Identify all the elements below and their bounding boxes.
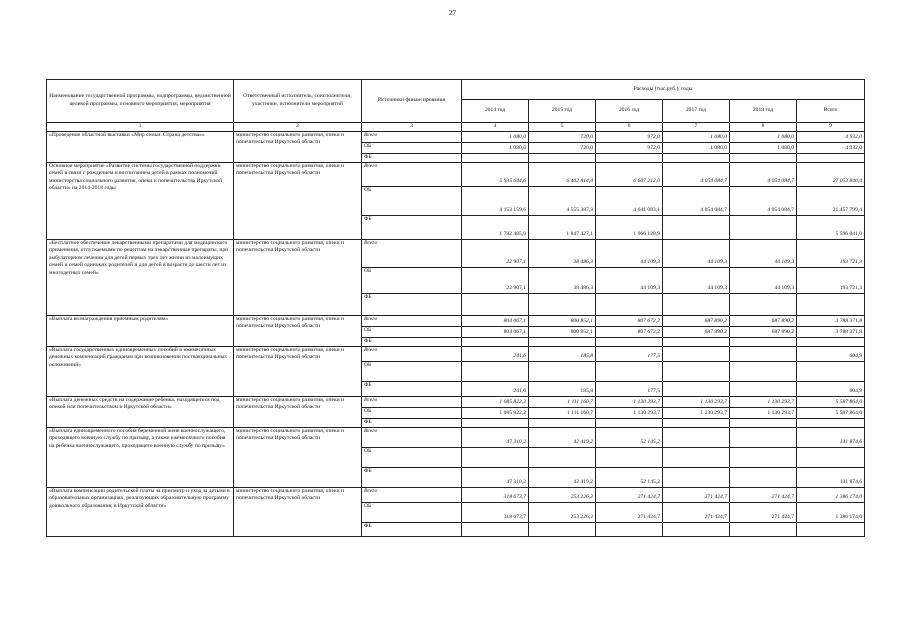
value-cell: [596, 337, 663, 346]
header-expenses: Расходы (тыс.руб.), годы: [462, 80, 865, 100]
source-label: Всего: [362, 162, 462, 186]
value-cell: 1 080,0: [730, 131, 797, 142]
value-cell: 1 782 485,0: [462, 215, 529, 239]
value-cell: 44 109,3: [663, 267, 730, 293]
value-cell: 241,6: [462, 346, 529, 361]
source-label: Всего: [362, 239, 462, 267]
page-number: 27: [449, 9, 456, 17]
value-cell: [596, 293, 663, 315]
value-cell: [730, 447, 797, 467]
table-row: [47, 315, 865, 326]
header-year: 2017 год: [663, 100, 730, 123]
row-executor: министерство социального развития, опеки и попечительства Иркутской области: [234, 162, 362, 239]
value-cell: 1 080,0: [663, 142, 730, 153]
table-body: [47, 131, 865, 536]
source-label: ОБ: [362, 142, 462, 153]
value-cell: [730, 427, 797, 447]
value-cell: 22 907,1: [462, 239, 529, 267]
value-cell: 185,8: [529, 346, 596, 361]
source-label: ОБ: [362, 326, 462, 337]
value-cell: 42 419,2: [529, 467, 596, 487]
row-name: «Выплата денежных средств на содержание ребенка, находящегося под опекой или попечительством в Иркутской области»: [47, 396, 234, 427]
value-cell: [663, 215, 730, 239]
value-cell: 1 966 128,9: [596, 215, 663, 239]
value-cell: 3 788 371,8: [797, 326, 865, 337]
source-label: ОБ: [362, 407, 462, 418]
value-cell: 1 130 293,7: [663, 396, 730, 407]
value-cell: 4 054 084,7: [663, 162, 730, 186]
value-cell: 318 673,7: [462, 487, 529, 502]
value-cell: [596, 522, 663, 536]
header-year: 2014 год: [462, 100, 529, 123]
value-cell: 271 424,7: [730, 502, 797, 522]
value-cell: 1 130 293,7: [663, 407, 730, 418]
value-cell: 604,9: [797, 346, 865, 361]
row-executor: министерство социального развития, опеки и попечительства Иркутской области: [234, 346, 362, 396]
value-cell: [797, 337, 865, 346]
source-label: Всего: [362, 487, 462, 502]
value-cell: 185,8: [529, 381, 596, 396]
row-name: «Выплата компенсации родительской платы за присмотр и уход за детьми в образовательных организациях, реализующих образовательную программу дошкольного образования, в Иркутской области»: [47, 487, 234, 536]
value-cell: [529, 361, 596, 381]
source-label: ФБ: [362, 215, 462, 239]
value-cell: 4 054 084,7: [730, 162, 797, 186]
value-cell: 5 587 864,0: [797, 396, 865, 407]
value-cell: [730, 153, 797, 162]
value-cell: 1 080,0: [730, 142, 797, 153]
source-label: ФБ: [362, 153, 462, 162]
value-cell: 804 067,1: [462, 315, 529, 326]
value-cell: 193 721,3: [797, 267, 865, 293]
table-row: [47, 487, 865, 502]
value-cell: 1 130 293,7: [730, 396, 797, 407]
value-cell: 52 145,2: [596, 427, 663, 447]
index-cell: 8: [730, 123, 797, 132]
value-cell: [797, 361, 865, 381]
value-cell: 6 402 814,4: [529, 162, 596, 186]
row-executor: министерство социального развития, опеки и попечительства Иркутской области: [234, 315, 362, 346]
index-cell: 3: [362, 123, 462, 132]
source-label: Всего: [362, 427, 462, 447]
value-cell: 271 424,7: [596, 502, 663, 522]
value-cell: 5 596 041,0: [797, 215, 865, 239]
header-year-total: Всего: [797, 100, 865, 123]
value-cell: [663, 337, 730, 346]
value-cell: 42 419,2: [529, 427, 596, 447]
index-cell: 7: [663, 123, 730, 132]
value-cell: [663, 447, 730, 467]
row-name: «Выплата единовременного пособия беременной жене военнослужащего, проходящего военную службу по призыву, а также ежемесячного пособия на ребенка военнослужащего, проходящего военную службу по призыву»: [47, 427, 234, 487]
value-cell: 4 555 387,3: [529, 186, 596, 215]
value-cell: 1 080,0: [462, 131, 529, 142]
value-cell: [663, 293, 730, 315]
value-cell: 1 080,0: [462, 142, 529, 153]
row-name: «Выплата вознаграждения приемным родителям»: [47, 315, 234, 346]
value-cell: 604,9: [797, 381, 865, 396]
source-label: ОБ: [362, 502, 462, 522]
header-source: Источники финансирования: [362, 80, 462, 123]
value-cell: [529, 153, 596, 162]
value-cell: 47 310,2: [462, 427, 529, 447]
value-cell: [730, 381, 797, 396]
value-cell: [730, 215, 797, 239]
source-label: ФБ: [362, 522, 462, 536]
value-cell: [797, 293, 865, 315]
source-label: ФБ: [362, 381, 462, 396]
value-cell: [663, 346, 730, 361]
source-label: ФБ: [362, 467, 462, 487]
value-cell: [596, 418, 663, 427]
value-cell: [462, 337, 529, 346]
expenses-table: [46, 79, 865, 537]
index-cell: 1: [47, 123, 234, 132]
source-label: ОБ: [362, 186, 462, 215]
index-cell: 4: [462, 123, 529, 132]
value-cell: 253 226,2: [529, 502, 596, 522]
value-cell: 44 109,3: [663, 239, 730, 267]
value-cell: 5 587 864,0: [797, 407, 865, 418]
value-cell: [730, 293, 797, 315]
value-cell: [596, 361, 663, 381]
value-cell: [730, 346, 797, 361]
value-cell: 4 641 083,1: [596, 186, 663, 215]
value-cell: 1 847 427,1: [529, 215, 596, 239]
value-cell: 141 874,6: [797, 427, 865, 447]
value-cell: [462, 522, 529, 536]
value-cell: [663, 153, 730, 162]
source-label: Всего: [362, 315, 462, 326]
value-cell: 271 424,7: [663, 487, 730, 502]
value-cell: 44 109,3: [730, 267, 797, 293]
value-cell: 1 085 822,2: [462, 407, 529, 418]
value-cell: [596, 153, 663, 162]
value-cell: [663, 361, 730, 381]
value-cell: 177,5: [596, 346, 663, 361]
value-cell: 972,0: [596, 131, 663, 142]
value-cell: 5 935 644,6: [462, 162, 529, 186]
value-cell: 141 874,6: [797, 467, 865, 487]
value-cell: [529, 293, 596, 315]
value-cell: 720,0: [529, 142, 596, 153]
value-cell: 44 109,3: [730, 239, 797, 267]
value-cell: [462, 447, 529, 467]
value-cell: 1 386 174,0: [797, 502, 865, 522]
source-label: Всего: [362, 346, 462, 361]
value-cell: [529, 418, 596, 427]
source-label: ФБ: [362, 293, 462, 315]
row-executor: министерство социального развития, опеки и попечительства Иркутской области: [234, 487, 362, 536]
value-cell: [730, 418, 797, 427]
source-label: ОБ: [362, 361, 462, 381]
value-cell: 6 607 212,0: [596, 162, 663, 186]
value-cell: 1 386 174,0: [797, 487, 865, 502]
value-cell: 38 486,3: [529, 267, 596, 293]
value-cell: [797, 153, 865, 162]
value-cell: [797, 522, 865, 536]
value-cell: [730, 467, 797, 487]
row-name: Основное мероприятие «Развитие системы государственной поддержки семей в связи с рождением и воспитанием детей в рамках полномочий министерства социального развития, опеки и попечительства Иркутской области» на 2014-2018 годы: [47, 162, 234, 239]
value-cell: [730, 337, 797, 346]
value-cell: [529, 522, 596, 536]
value-cell: 253 226,2: [529, 487, 596, 502]
value-cell: 177,5: [596, 381, 663, 396]
value-cell: [462, 293, 529, 315]
value-cell: [596, 447, 663, 467]
index-cell: 5: [529, 123, 596, 132]
value-cell: 271 424,7: [596, 487, 663, 502]
value-cell: [462, 418, 529, 427]
value-cell: 271 424,7: [663, 502, 730, 522]
value-cell: [797, 418, 865, 427]
value-cell: 52 145,2: [596, 467, 663, 487]
value-cell: 1 080,0: [663, 131, 730, 142]
value-cell: 1 085 822,2: [462, 396, 529, 407]
row-name: «Выплата государственных единовременных пособий и ежемесячных денежных компенсаций гражданам при возникновении поствакцинальных осложнений»: [47, 346, 234, 396]
value-cell: 4 932,0: [797, 131, 865, 142]
value-cell: 804 067,1: [462, 326, 529, 337]
row-name: «Проведение областной выставки «Мир семьи. Страна детства»»: [47, 131, 234, 162]
value-cell: [529, 447, 596, 467]
value-cell: 4 054 084,7: [730, 186, 797, 215]
value-cell: 687 890,2: [663, 315, 730, 326]
table-row: [47, 239, 865, 267]
value-cell: 47 310,2: [462, 467, 529, 487]
value-cell: 193 721,3: [797, 239, 865, 267]
table-row: [47, 131, 865, 142]
value-cell: [730, 522, 797, 536]
value-cell: [797, 447, 865, 467]
source-label: ФБ: [362, 337, 462, 346]
row-executor: министерство социального развития, опеки и попечительства Иркутской области: [234, 239, 362, 315]
value-cell: 44 109,3: [596, 239, 663, 267]
header-executor: Ответственный исполнитель, соисполнители, участники, исполнители мероприятий: [234, 80, 362, 123]
value-cell: 4 932,0: [797, 142, 865, 153]
value-cell: 800 852,1: [529, 326, 596, 337]
value-cell: 1 130 293,7: [596, 407, 663, 418]
value-cell: 241,6: [462, 381, 529, 396]
source-label: ОБ: [362, 267, 462, 293]
value-cell: 44 109,3: [596, 267, 663, 293]
row-executor: министерство социального развития, опеки и попечительства Иркутской области: [234, 396, 362, 427]
source-label: Всего: [362, 131, 462, 142]
header-name: Наименование государственной программы, подпрограммы, ведомственной целевой программы, основного мероприятия, мероприятия: [47, 80, 234, 123]
value-cell: 972,0: [596, 142, 663, 153]
header-year: 2016 год: [596, 100, 663, 123]
row-name: «Бесплатное обеспечение лекарственными препаратами для медицинского применения, отпускаемыми по рецептам на лекарственные препараты, при амбулаторном лечении для детей первых трех лет жизни из малоимущих семей и семей одиноких родителей и для детей в возрасте до шести лет из многодетных семей»: [47, 239, 234, 315]
value-cell: 807 672,2: [596, 326, 663, 337]
source-label: ОБ: [362, 447, 462, 467]
value-cell: [663, 381, 730, 396]
value-cell: 22 907,1: [462, 267, 529, 293]
row-executor: министерство социального развития, опеки и попечительства Иркутской области: [234, 131, 362, 162]
value-cell: [663, 522, 730, 536]
value-cell: [462, 361, 529, 381]
value-cell: [462, 153, 529, 162]
value-cell: 4 153 159,6: [462, 186, 529, 215]
value-cell: 1 111 160,7: [529, 407, 596, 418]
value-cell: 1 111 160,7: [529, 396, 596, 407]
value-cell: 318 673,7: [462, 502, 529, 522]
value-cell: 3 788 371,8: [797, 315, 865, 326]
table-row: [47, 162, 865, 186]
index-cell: 2: [234, 123, 362, 132]
value-cell: 687 890,2: [663, 326, 730, 337]
value-cell: 687 890,2: [730, 315, 797, 326]
table-row: [47, 346, 865, 361]
value-cell: 27 053 840,4: [797, 162, 865, 186]
source-label: ФБ: [362, 418, 462, 427]
value-cell: 1 130 293,7: [730, 407, 797, 418]
value-cell: [663, 418, 730, 427]
header-year: 2018 год: [730, 100, 797, 123]
value-cell: 720,0: [529, 131, 596, 142]
index-cell: 9: [797, 123, 865, 132]
value-cell: [529, 337, 596, 346]
value-cell: 807 672,2: [596, 315, 663, 326]
value-cell: 38 486,3: [529, 239, 596, 267]
value-cell: [663, 427, 730, 447]
value-cell: 800 852,1: [529, 315, 596, 326]
value-cell: 1 130 293,7: [596, 396, 663, 407]
value-cell: 271 424,7: [730, 487, 797, 502]
value-cell: 4 054 084,7: [663, 186, 730, 215]
value-cell: 21 457 799,4: [797, 186, 865, 215]
value-cell: [663, 467, 730, 487]
table-row: [47, 396, 865, 407]
header-year: 2015 год: [529, 100, 596, 123]
row-executor: министерство социального развития, опеки и попечительства Иркутской области: [234, 427, 362, 487]
source-label: Всего: [362, 396, 462, 407]
table-row: [47, 427, 865, 447]
value-cell: 687 890,2: [730, 326, 797, 337]
value-cell: [730, 361, 797, 381]
index-cell: 6: [596, 123, 663, 132]
